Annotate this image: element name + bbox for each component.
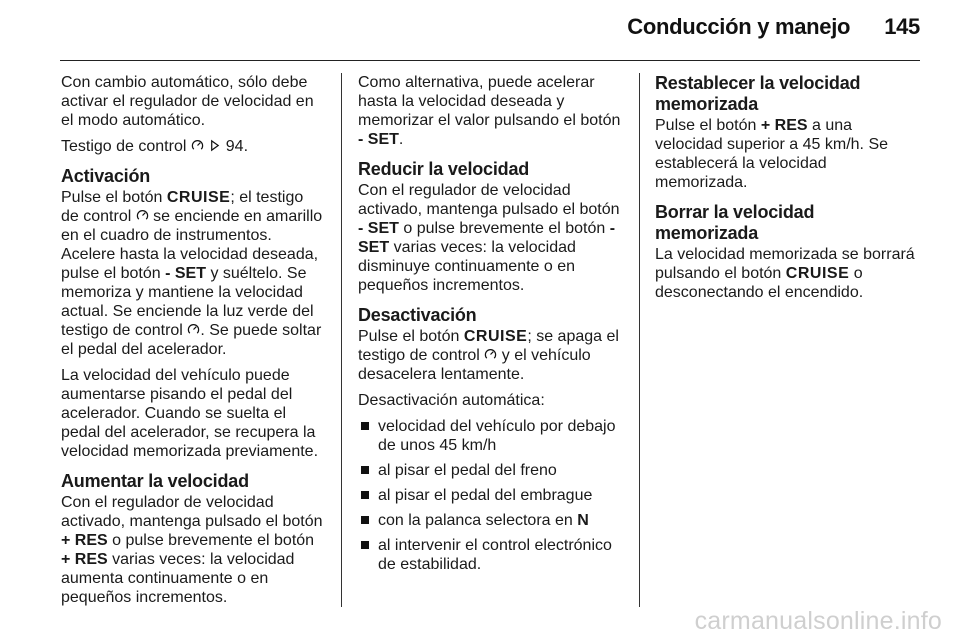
heading-reducir: Reducir la velocidad xyxy=(358,159,530,179)
res-button-label: + RES xyxy=(760,117,808,134)
list-item: al pisar el pedal del embrague xyxy=(358,486,622,505)
column-divider xyxy=(639,73,640,607)
paragraph: Pulse el botón + RES a una velocidad superior a 45 km/h. Se establecerá la velocidad memorizada. xyxy=(655,117,889,191)
heading-restablecer: Restablecer la velocidad memorizada xyxy=(655,73,861,114)
deactivation-list xyxy=(358,417,622,574)
cruise-control-icon xyxy=(484,348,497,361)
res-button-label: + RES xyxy=(61,532,108,549)
page-header xyxy=(627,14,920,40)
cruise-control-icon xyxy=(191,139,204,152)
section-title: Conducción y manejo xyxy=(627,14,851,39)
list-item: al pisar el pedal del freno xyxy=(358,461,622,480)
cruise-button-label: CRUISE xyxy=(166,189,231,206)
page-reference-icon[interactable] xyxy=(208,139,221,152)
paragraph: Testigo de control 94. xyxy=(61,138,249,155)
bullet-icon xyxy=(361,491,369,499)
res-button-label: + RES xyxy=(61,551,108,568)
paragraph: Con el regulador de velocidad activado, mantenga pulsado el botón + RES o pulse brevemente el botón + RES varias veces: la velocidad aumenta continuamente o en pequeños incrementos. xyxy=(61,494,323,606)
heading-activacion: Activación xyxy=(61,166,151,186)
cruise-button-label: CRUISE xyxy=(463,328,528,345)
column-2 xyxy=(358,73,622,580)
page-number: 145 xyxy=(884,14,920,39)
cruise-button-label: CRUISE xyxy=(785,265,850,282)
column-3 xyxy=(655,73,919,309)
paragraph: Como alternativa, puede acelerar hasta la velocidad deseada y memorizar el valor pulsando el botón - SET. xyxy=(358,74,621,148)
set-button-label: - SET xyxy=(358,220,616,256)
cruise-control-icon xyxy=(187,323,200,336)
paragraph: Con el regulador de velocidad activado, mantenga pulsado el botón - SET o pulse brevemente el botón - SET varias veces: la velocidad disminuye continuamente o en pequeños incrementos. xyxy=(358,182,620,294)
paragraph: La velocidad memorizada se borrará pulsando el botón CRUISE o desconectando el encendido. xyxy=(655,246,915,301)
list-item: al intervenir el control electrónico de estabilidad. xyxy=(358,536,622,574)
list-item: con la palanca selectora en N xyxy=(358,511,622,530)
set-button-label: - SET xyxy=(358,131,399,148)
bullet-icon xyxy=(361,422,369,430)
heading-desactivacion: Desactivación xyxy=(358,305,477,325)
set-button-label: - SET xyxy=(358,220,399,237)
header-rule xyxy=(60,60,920,61)
watermark: carmanualsonline.info xyxy=(694,607,942,635)
heading-aumentar: Aumentar la velocidad xyxy=(61,471,249,491)
cruise-control-icon xyxy=(136,209,149,222)
paragraph: Pulse el botón CRUISE; se apaga el testigo de control y el vehículo desacelera lentamente. xyxy=(358,328,619,383)
paragraph: Con cambio automático, sólo debe activar el regulador de velocidad en el modo automático. xyxy=(61,74,314,129)
paragraph: Desactivación automática: xyxy=(358,392,545,409)
bullet-icon xyxy=(361,516,369,524)
paragraph: La velocidad del vehículo puede aumentarse pisando el pedal del acelerador. Cuando se suelta el pedal del acelerador, se recupera la velocidad memorizada previamente. xyxy=(61,367,319,460)
list-item: velocidad del vehículo por debajo de unos 45 km/h xyxy=(358,417,622,455)
column-1 xyxy=(61,73,325,614)
set-button-label: - SET xyxy=(165,265,206,282)
bullet-icon xyxy=(361,466,369,474)
heading-borrar: Borrar la velocidad memorizada xyxy=(655,202,815,243)
paragraph: Pulse el botón CRUISE; el testigo de control se enciende en amarillo en el cuadro de instrumentos. Acelere hasta la velocidad deseada, pulse el botón - SET y suéltelo. Se memoriza y mantiene la velocidad actual. Se enciende la luz verde del testigo de control . Se puede soltar el pedal del acelerador. xyxy=(61,189,323,358)
bullet-icon xyxy=(361,541,369,549)
column-divider xyxy=(341,73,342,607)
